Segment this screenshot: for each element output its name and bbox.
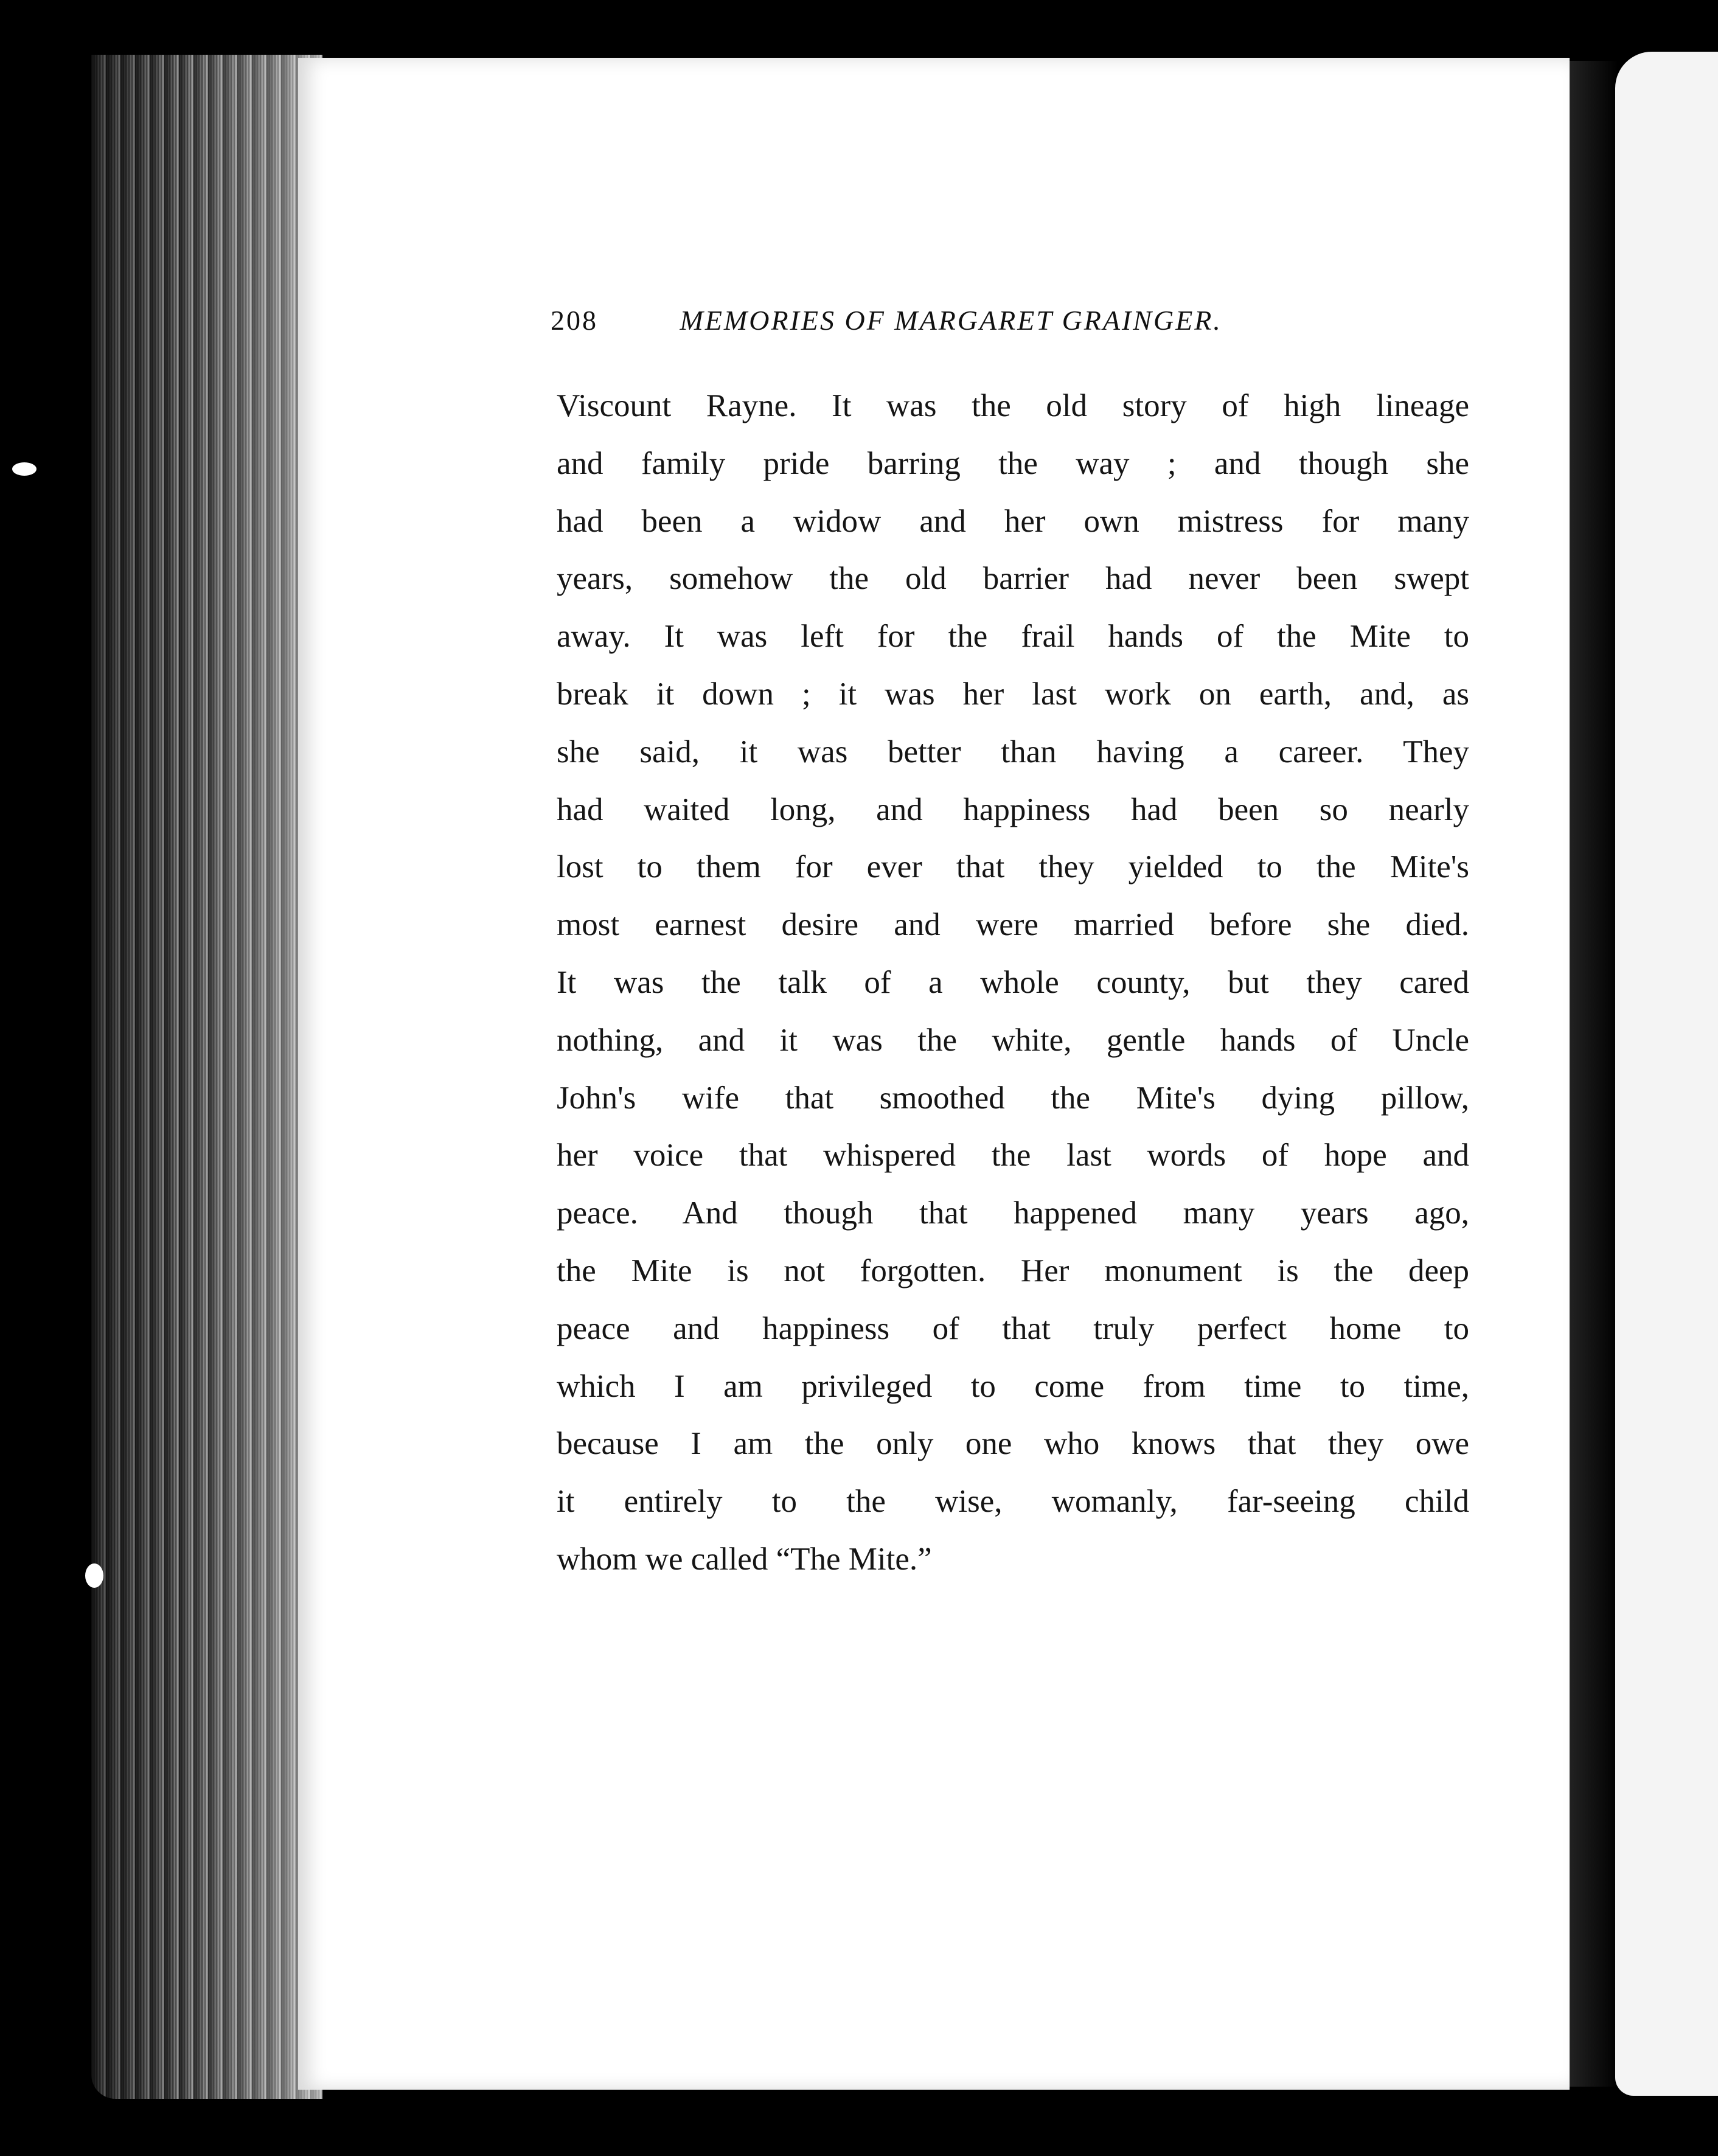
text-line: she said, it was better than having a career. They (557, 734, 1469, 770)
text-line: most earnest desire and were married before she died. (557, 907, 1469, 943)
text-line: lost to them for ever that they yielded to the Mite's (557, 849, 1469, 885)
book-gutter (1570, 61, 1618, 2087)
facing-page-edge (1615, 52, 1718, 2096)
page-number: 208 (551, 305, 598, 336)
text-line: which I am privileged to come from time to time, (557, 1368, 1469, 1404)
text-line: had waited long, and happiness had been so nearly (557, 791, 1469, 827)
text-line: nothing, and it was the white, gentle hands of Uncle (557, 1022, 1469, 1058)
text-line: Viscount Rayne. It was the old story of high lineage (557, 388, 1469, 423)
text-line: whom we called “The Mite.” (557, 1541, 932, 1577)
text-line: and family pride barring the way ; and though she (557, 445, 1469, 481)
book-page-edges (91, 55, 322, 2099)
running-head-title: MEMORIES OF MARGARET GRAINGER. (680, 305, 1222, 336)
dust-speck (85, 1563, 103, 1588)
text-line: it entirely to the wise, womanly, far-seeing child (557, 1484, 1469, 1520)
body-paragraph (557, 377, 1469, 1588)
text-line: peace and happiness of that truly perfect home to (557, 1310, 1469, 1346)
text-line: It was the talk of a whole county, but they cared (557, 964, 1469, 1000)
text-line: John's wife that smoothed the Mite's dying pillow, (557, 1080, 1469, 1116)
text-line: peace. And though that happened many years ago, (557, 1195, 1469, 1231)
text-line: her voice that whispered the last words of hope and (557, 1138, 1469, 1174)
text-line: years, somehow the old barrier had never been swept (557, 561, 1469, 597)
dust-speck (12, 462, 37, 476)
text-line: away. It was left for the frail hands of the Mite to (557, 619, 1469, 655)
text-line: had been a widow and her own mistress for many (557, 503, 1469, 539)
text-line: the Mite is not forgotten. Her monument is the deep (557, 1253, 1469, 1288)
text-line: because I am the only one who knows that they owe (557, 1426, 1469, 1462)
running-head (551, 304, 1341, 353)
text-line: break it down ; it was her last work on earth, and, as (557, 676, 1469, 712)
